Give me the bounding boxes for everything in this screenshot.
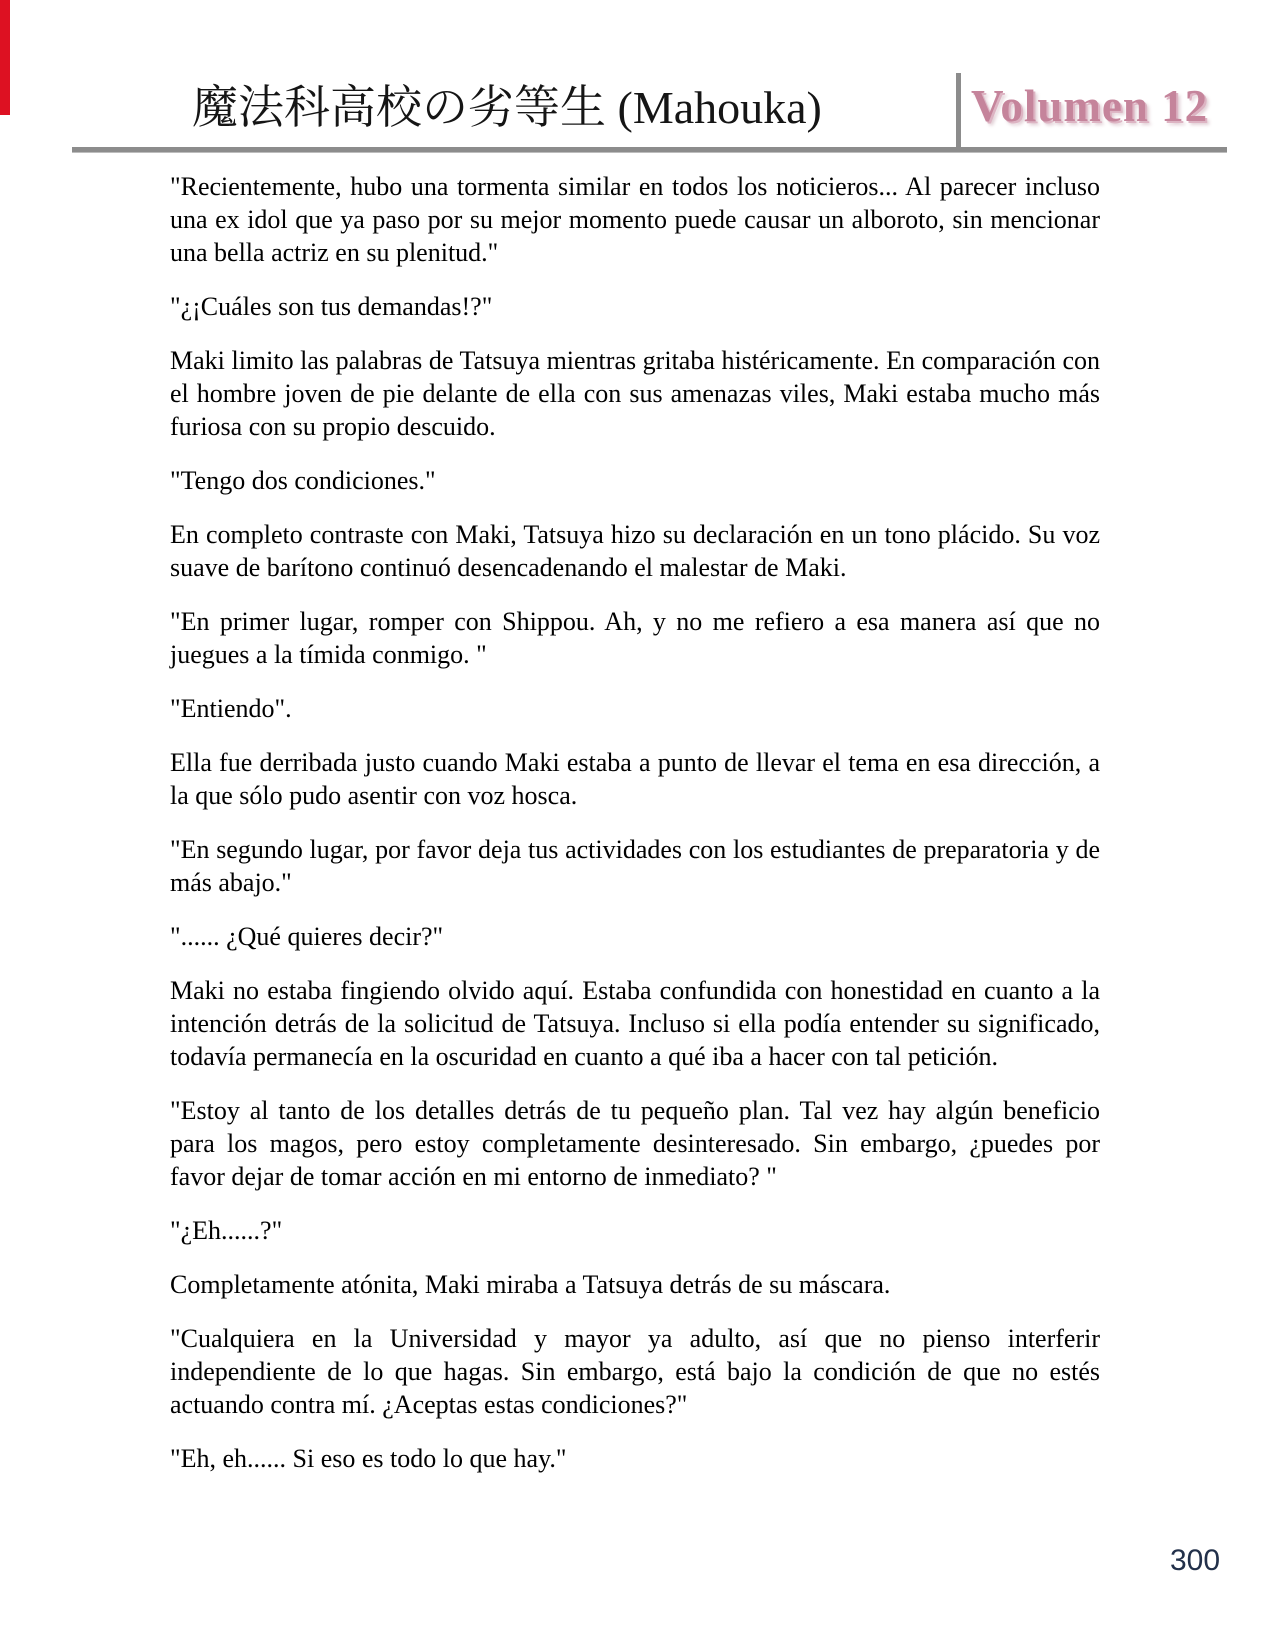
paragraph: "Estoy al tanto de los detalles detrás de tu pequeño plan. Tal vez hay algún beneficio para los magos, pero estoy completamente desinteresado. Sin embargo, ¿puedes por favor dejar de tomar acción en mi entorno de inmediato? "	[170, 1096, 1100, 1191]
body-text	[170, 170, 1100, 1496]
paragraph: Maki limito las palabras de Tatsuya mientras gritaba histéricamente. En comparación con el hombre joven de pie delante de ella con sus amenazas viles, Maki estaba mucho más furiosa con su propio descuido.	[170, 346, 1100, 441]
paragraph: "En primer lugar, romper con Shippou. Ah, y no me refiero a esa manera así que no juegues a la tímida conmigo. "	[170, 607, 1100, 669]
paragraph: "Eh, eh...... Si eso es todo lo que hay."	[170, 1444, 567, 1473]
volume-label: Volumen 12	[971, 81, 1209, 131]
header-divider-bar	[956, 73, 961, 153]
paragraph: Completamente atónita, Maki miraba a Tatsuya detrás de su máscara.	[170, 1270, 891, 1299]
page-number: 300	[1170, 1544, 1221, 1577]
red-margin-marker	[0, 0, 10, 115]
paragraph: "Cualquiera en la Universidad y mayor ya adulto, así que no pienso interferir independiente de lo que hagas. Sin embargo, está bajo la condición de que no estés actuando contra mí. ¿Aceptas estas condiciones?"	[170, 1324, 1100, 1419]
paragraph: "...... ¿Qué quieres decir?"	[170, 922, 444, 951]
paragraph: En completo contraste con Maki, Tatsuya hizo su declaración en un tono plácido. Su voz suave de barítono continuó desencadenando el malestar de Maki.	[170, 520, 1100, 582]
paragraph: "Recientemente, hubo una tormenta similar en todos los noticieros... Al parecer incluso una ex idol que ya paso por su mejor momento puede causar un alboroto, sin mencionar una bella actriz en su plenitud."	[170, 172, 1100, 267]
paragraph: "En segundo lugar, por favor deja tus actividades con los estudiantes de preparatoria y de más abajo."	[170, 835, 1100, 897]
header-rule	[72, 147, 1227, 153]
paragraph: "¿¡Cuáles son tus demandas!?"	[170, 292, 493, 321]
paragraph: Maki no estaba fingiendo olvido aquí. Estaba confundida con honestidad en cuanto a la intención detrás de la solicitud de Tatsuya. Incluso si ella podía entender su significado, todavía permanecía en la oscuridad en cuanto a qué iba a hacer con tal petición.	[170, 976, 1100, 1071]
page-title: 魔法科高校の劣等生 (Mahouka)	[192, 82, 822, 133]
paragraph: "Tengo dos condiciones."	[170, 466, 436, 495]
paragraph: "Entiendo".	[170, 694, 292, 723]
paragraph: "¿Eh......?"	[170, 1216, 283, 1245]
paragraph: Ella fue derribada justo cuando Maki estaba a punto de llevar el tema en esa dirección, a la que sólo pudo asentir con voz hosca.	[170, 748, 1100, 810]
